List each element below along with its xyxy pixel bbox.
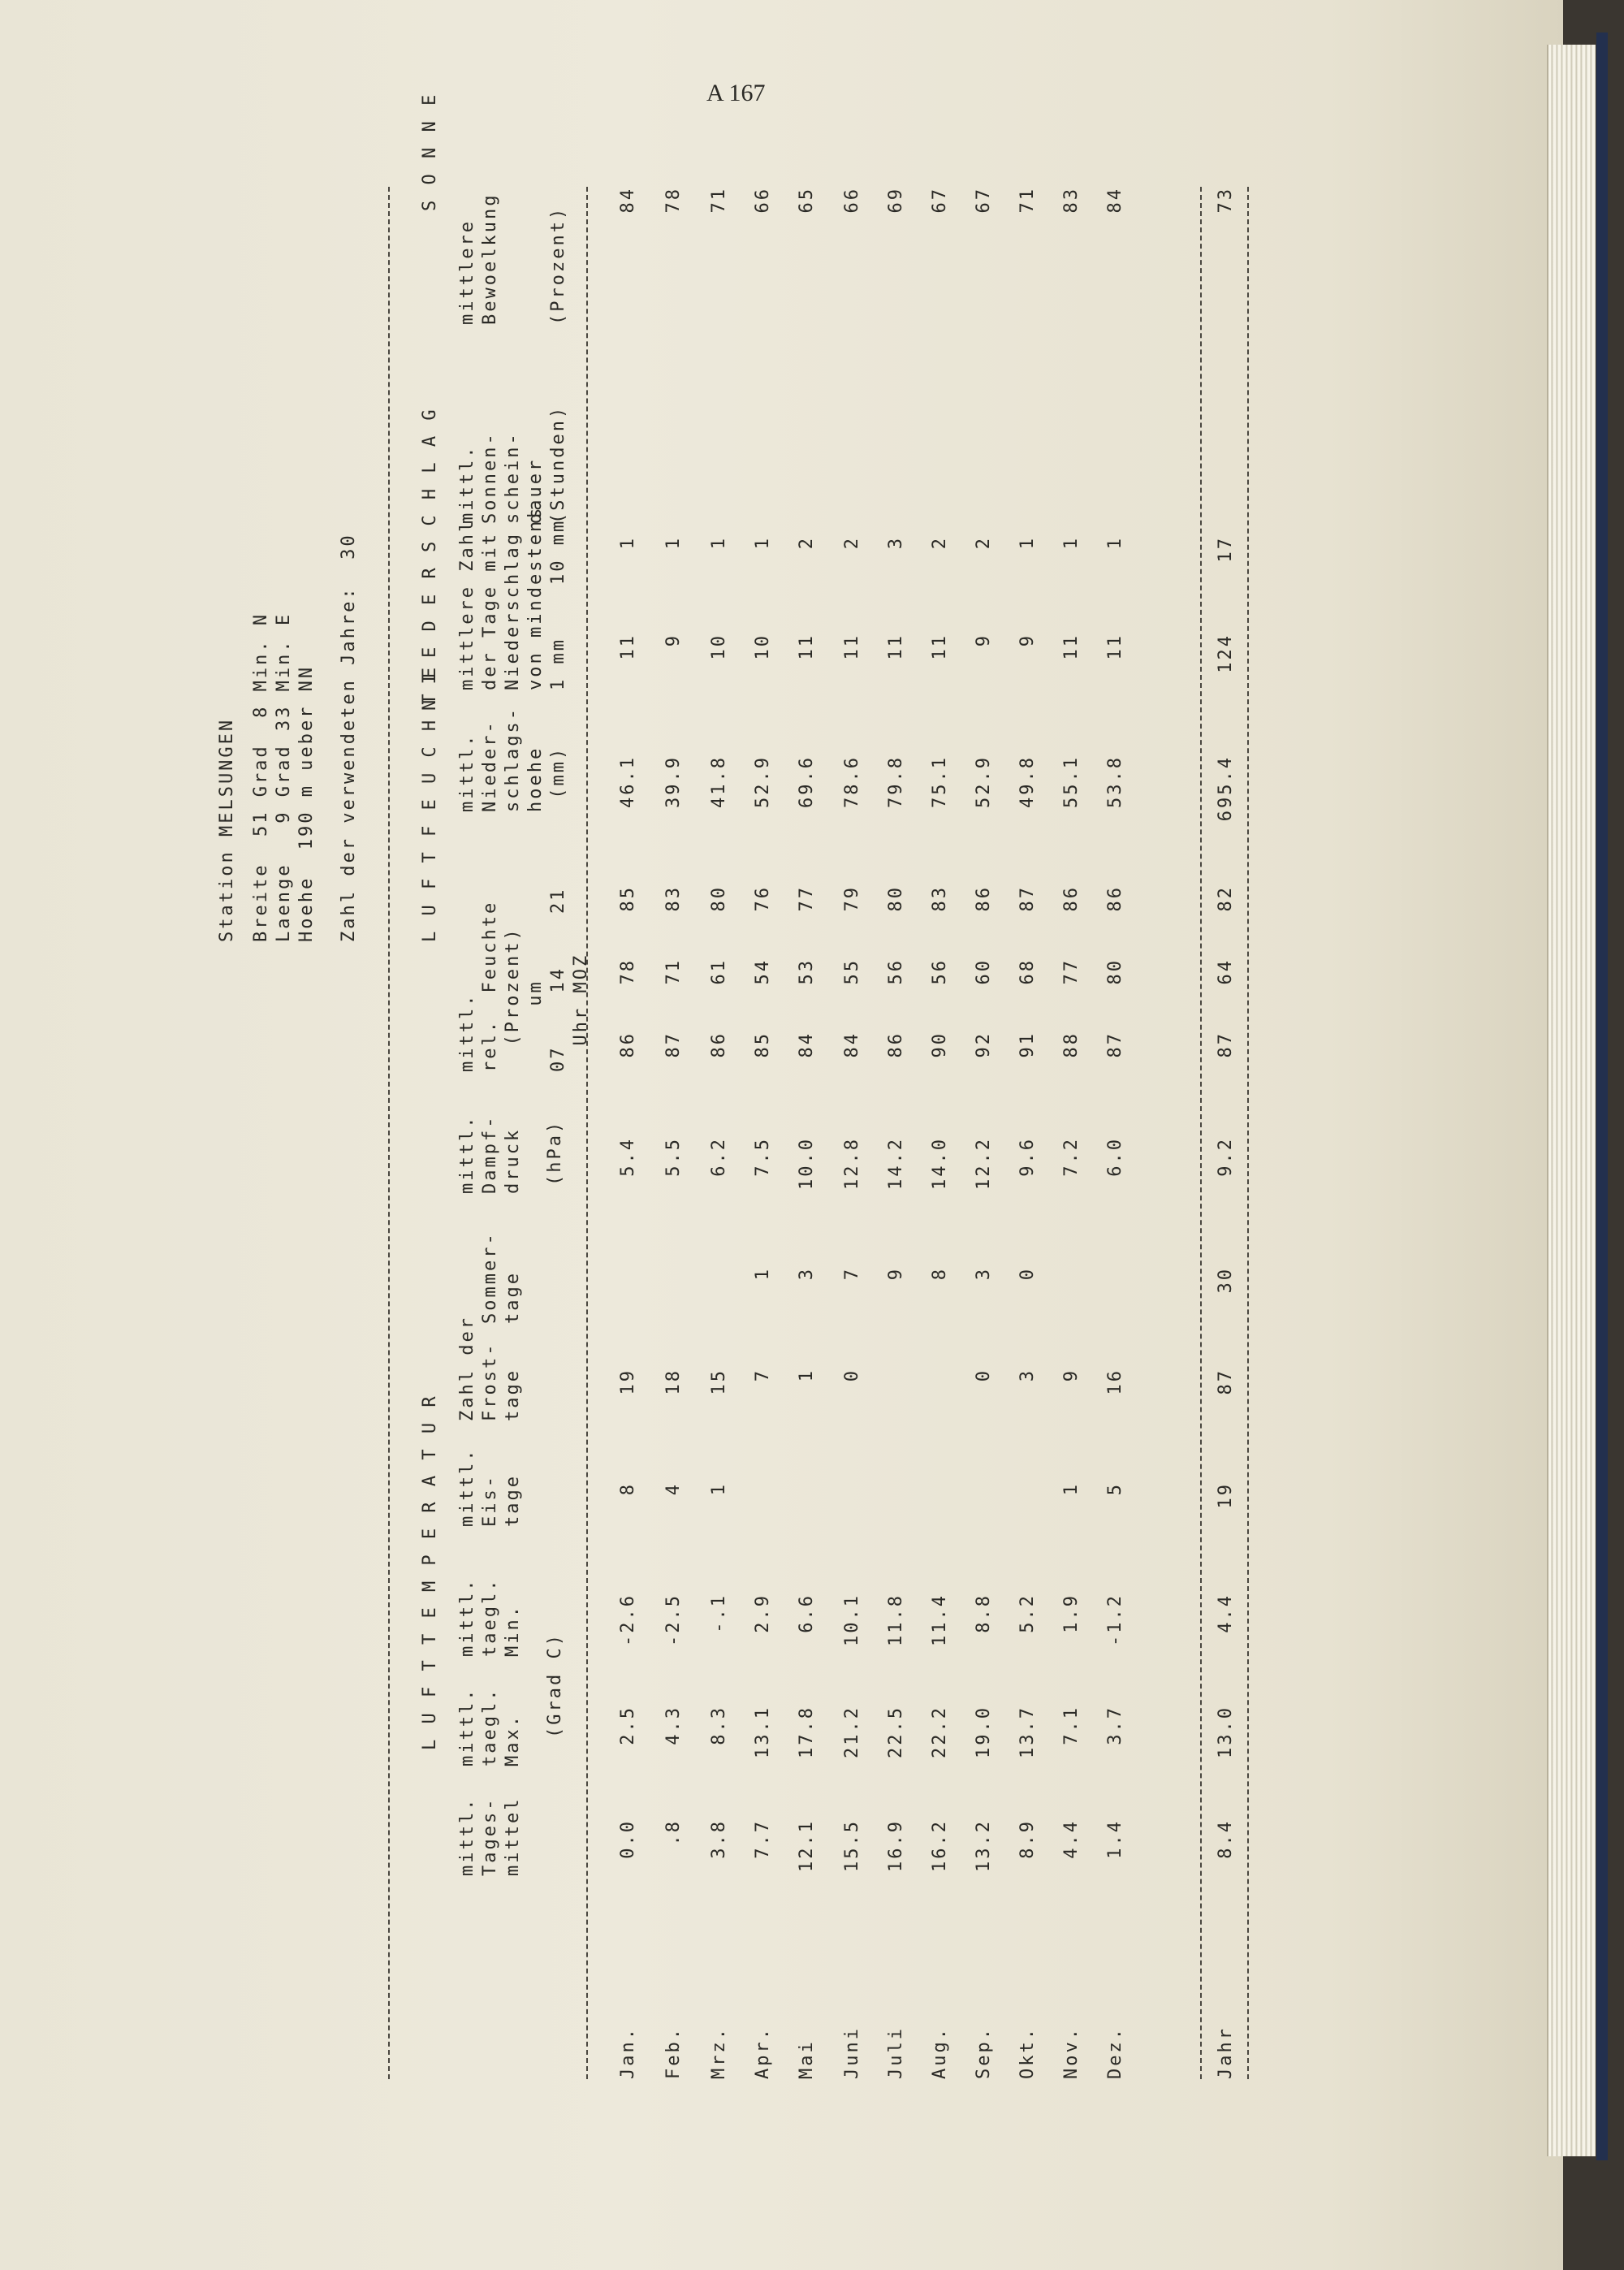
- table-row-year-dampf: 9.2: [1216, 1137, 1236, 1177]
- table-row-11-nied: 55.1: [1061, 755, 1082, 808]
- table-row-7-month: Juli: [886, 2026, 906, 2079]
- table-row-5-f21: 77: [797, 885, 817, 912]
- table-row-9-n1: 9: [974, 633, 994, 647]
- table-row-10-f14: 68: [1017, 958, 1038, 985]
- table-row-10-n10: 1: [1017, 536, 1038, 550]
- table-row-11-n1: 11: [1061, 633, 1082, 660]
- table-row-6-max: 21.2: [842, 1706, 862, 1758]
- table-row-5-f07: 84: [797, 1031, 817, 1058]
- table-row-9-mean: 13.2: [974, 1819, 994, 1872]
- header-frosttage: Frost- tage: [480, 1342, 523, 1421]
- table-row-11-max: 7.1: [1061, 1706, 1082, 1745]
- table-row-6-f07: 84: [842, 1031, 862, 1058]
- table-row-12-wolken: 84: [1105, 187, 1125, 214]
- table-row-7-max: 22.5: [886, 1706, 906, 1758]
- table-row-3-eis: 1: [709, 1482, 729, 1496]
- table-row-year-max: 13.0: [1216, 1706, 1236, 1758]
- table-row-7-f14: 56: [886, 958, 906, 985]
- table-row-4-nied: 52.9: [753, 755, 773, 808]
- table-row-9-min: 8.8: [974, 1593, 994, 1633]
- table-row-3-dampf: 6.2: [709, 1137, 729, 1177]
- table-row-8-min: 11.4: [930, 1593, 950, 1646]
- table-row-3-wolken: 71: [709, 187, 729, 214]
- table-row-3-min: -.1: [709, 1593, 729, 1633]
- header-tage-mit: mittlere Zahl der Tage mit Niederschlag von mindestens 1 mm 10 mm: [457, 505, 568, 690]
- table-row-4-month: Apr.: [753, 2026, 773, 2079]
- table-row-11-eis: 1: [1061, 1482, 1082, 1496]
- table-row-3-max: 8.3: [709, 1706, 729, 1745]
- table-row-7-f21: 80: [886, 885, 906, 912]
- table-row-10-month: Okt.: [1017, 2026, 1038, 2079]
- table-row-11-f14: 77: [1061, 958, 1082, 985]
- group-sonne: S O N N E: [420, 92, 440, 211]
- station-title: Station MELSUNGEN: [217, 717, 237, 942]
- table-row-10-frost: 3: [1017, 1368, 1038, 1382]
- table-row-8-f14: 56: [930, 958, 950, 985]
- table-row-6-n10: 2: [842, 536, 862, 550]
- rotated-climate-table: [195, 0, 1332, 2079]
- table-row-12-f21: 86: [1105, 885, 1125, 912]
- table-row-year-min: 4.4: [1216, 1593, 1236, 1633]
- table-row-7-mean: 16.9: [886, 1819, 906, 1872]
- table-row-11-dampf: 7.2: [1061, 1137, 1082, 1177]
- table-row-11-wolken: 83: [1061, 187, 1082, 214]
- table-row-11-f07: 88: [1061, 1031, 1082, 1058]
- table-row-6-nied: 78.6: [842, 755, 862, 808]
- table-row-7-n1: 11: [886, 633, 906, 660]
- table-row-5-wolken: 65: [797, 187, 817, 214]
- header-max: mittl. taegl. Max.: [457, 1687, 523, 1766]
- table-row-9-month: Sep.: [974, 2026, 994, 2079]
- table-row-5-f14: 53: [797, 958, 817, 985]
- table-row-10-wolken: 71: [1017, 187, 1038, 214]
- table-row-5-frost: 1: [797, 1368, 817, 1382]
- table-row-1-f14: 78: [618, 958, 638, 985]
- table-row-10-n1: 9: [1017, 633, 1038, 647]
- table-row-5-month: Mai: [797, 2039, 817, 2079]
- table-row-12-mean: 1.4: [1105, 1819, 1125, 1859]
- table-row-3-n10: 1: [709, 536, 729, 550]
- table-row-9-n10: 2: [974, 536, 994, 550]
- table-row-3-f14: 61: [709, 958, 729, 985]
- header-tagesmittel: mittl. Tages- mittel: [457, 1797, 523, 1876]
- table-row-4-f14: 54: [753, 958, 773, 985]
- table-row-6-f14: 55: [842, 958, 862, 985]
- table-row-9-frost: 0: [974, 1368, 994, 1382]
- table-row-8-month: Aug.: [930, 2026, 950, 2079]
- table-row-year-sommer: 30: [1216, 1267, 1236, 1294]
- table-row-year-n10: 17: [1216, 536, 1236, 563]
- table-row-12-nied: 53.8: [1105, 755, 1125, 808]
- table-row-4-dampf: 7.5: [753, 1137, 773, 1177]
- header-min: mittl. taegl. Min.: [457, 1577, 523, 1657]
- table-row-year-f07: 87: [1216, 1031, 1236, 1058]
- table-row-3-f07: 86: [709, 1031, 729, 1058]
- table-row-year-nied: 695.4: [1216, 755, 1236, 822]
- table-row-11-f21: 86: [1061, 885, 1082, 912]
- header-hpa: (hPa): [545, 1119, 565, 1186]
- table-row-5-max: 17.8: [797, 1706, 817, 1758]
- table-row-8-mean: 16.2: [930, 1819, 950, 1872]
- table-row-9-dampf: 12.2: [974, 1137, 994, 1190]
- station-years: Zahl der verwendeten Jahre: 30: [339, 533, 359, 942]
- table-row-2-month: Feb.: [663, 2026, 684, 2079]
- table-row-4-f21: 76: [753, 885, 773, 912]
- table-row-9-sommer: 3: [974, 1267, 994, 1281]
- table-row-3-month: Mrz.: [709, 2026, 729, 2079]
- table-row-6-sommer: 7: [842, 1267, 862, 1281]
- table-row-7-f07: 86: [886, 1031, 906, 1058]
- table-row-2-f14: 71: [663, 958, 684, 985]
- table-row-7-wolken: 69: [886, 187, 906, 214]
- header-rule-top: [388, 187, 390, 2079]
- table-row-10-dampf: 9.6: [1017, 1137, 1038, 1177]
- table-row-12-f14: 80: [1105, 958, 1125, 985]
- table-row-year-frost: 87: [1216, 1368, 1236, 1395]
- table-row-5-dampf: 10.0: [797, 1137, 817, 1190]
- table-row-4-max: 13.1: [753, 1706, 773, 1758]
- header-zahl-der: Zahl der: [457, 1316, 477, 1421]
- table-row-2-max: 4.3: [663, 1706, 684, 1745]
- header-feuchte: mittl. rel. Feuchte (Prozent) um 07 14 21 Uhr MOZ: [457, 887, 591, 1072]
- table-row-11-n10: 1: [1061, 536, 1082, 550]
- station-elevation: Hoehe 190 m ueber NN: [296, 664, 317, 942]
- table-row-year-eis: 19: [1216, 1482, 1236, 1509]
- table-row-10-mean: 8.9: [1017, 1819, 1038, 1859]
- table-row-10-max: 13.7: [1017, 1706, 1038, 1758]
- table-row-1-nied: 46.1: [618, 755, 638, 808]
- table-row-10-sommer: 0: [1017, 1267, 1038, 1281]
- table-row-1-month: Jan.: [618, 2026, 638, 2079]
- header-gradc: (Grad C): [545, 1632, 565, 1738]
- table-row-3-n1: 10: [709, 633, 729, 660]
- table-row-3-nied: 41.8: [709, 755, 729, 808]
- table-row-12-dampf: 6.0: [1105, 1137, 1125, 1177]
- table-row-9-f21: 86: [974, 885, 994, 912]
- page-number: A 167: [706, 80, 766, 106]
- table-row-10-min: 5.2: [1017, 1593, 1038, 1633]
- table-row-1-eis: 8: [618, 1482, 638, 1496]
- table-row-11-month: Nov.: [1061, 2026, 1082, 2079]
- table-row-1-mean: 0.0: [618, 1819, 638, 1859]
- table-row-4-f07: 85: [753, 1031, 773, 1058]
- table-row-2-wolken: 78: [663, 187, 684, 214]
- table-row-7-nied: 79.8: [886, 755, 906, 808]
- table-row-5-mean: 12.1: [797, 1819, 817, 1872]
- table-row-9-f14: 60: [974, 958, 994, 985]
- table-row-11-min: 1.9: [1061, 1593, 1082, 1633]
- table-row-8-n1: 11: [930, 633, 950, 660]
- table-row-year-n1: 124: [1216, 633, 1236, 673]
- table-row-2-min: -2.5: [663, 1593, 684, 1646]
- table-row-11-frost: 9: [1061, 1368, 1082, 1382]
- table-row-12-frost: 16: [1105, 1368, 1125, 1395]
- table-row-6-dampf: 12.8: [842, 1137, 862, 1190]
- table-row-6-frost: 0: [842, 1368, 862, 1382]
- header-dampfdruck: mittl. Dampf- druck: [457, 1114, 523, 1194]
- table-row-4-wolken: 66: [753, 187, 773, 214]
- table-row-2-nied: 39.9: [663, 755, 684, 808]
- group-lufttemperatur: L U F T T E M P E R A T U R: [420, 1394, 440, 1750]
- table-row-1-n1: 11: [618, 633, 638, 660]
- table-row-9-nied: 52.9: [974, 755, 994, 808]
- table-row-6-f21: 79: [842, 885, 862, 912]
- table-row-1-wolken: 84: [618, 187, 638, 214]
- table-row-9-wolken: 67: [974, 187, 994, 214]
- table-row-12-f07: 87: [1105, 1031, 1125, 1058]
- table-row-4-n1: 10: [753, 633, 773, 660]
- table-row-3-f21: 80: [709, 885, 729, 912]
- table-row-8-f07: 90: [930, 1031, 950, 1058]
- table-row-5-n1: 11: [797, 633, 817, 660]
- table-row-year-mean: 8.4: [1216, 1819, 1236, 1859]
- table-row-6-min: 10.1: [842, 1593, 862, 1646]
- table-row-1-dampf: 5.4: [618, 1137, 638, 1177]
- table-row-9-max: 19.0: [974, 1706, 994, 1758]
- header-sommertage: Sommer- tage: [480, 1231, 523, 1324]
- table-row-12-n1: 11: [1105, 633, 1125, 660]
- table-row-9-f07: 92: [974, 1031, 994, 1058]
- group-niederschlag: N I E D E R S C H L A G: [420, 407, 440, 711]
- body-rule-top: [1200, 187, 1202, 2079]
- book-cover-edge: [1596, 32, 1608, 2160]
- page-stack-edges: [1547, 45, 1596, 2156]
- group-luftfeuchte: L U F T F E U C H T E: [420, 664, 440, 942]
- table-row-4-min: 2.9: [753, 1593, 773, 1633]
- table-row-2-f21: 83: [663, 885, 684, 912]
- table-row-1-max: 2.5: [618, 1706, 638, 1745]
- table-row-year-f21: 82: [1216, 885, 1236, 912]
- table-row-6-month: Juni: [842, 2026, 862, 2079]
- table-row-7-dampf: 14.2: [886, 1137, 906, 1190]
- table-row-8-f21: 83: [930, 885, 950, 912]
- table-row-5-n10: 2: [797, 536, 817, 550]
- table-row-12-max: 3.7: [1105, 1706, 1125, 1745]
- table-row-8-sommer: 8: [930, 1267, 950, 1281]
- table-row-8-dampf: 14.0: [930, 1137, 950, 1190]
- table-row-2-n1: 9: [663, 633, 684, 647]
- table-row-4-mean: 7.7: [753, 1819, 773, 1859]
- table-row-8-wolken: 67: [930, 187, 950, 214]
- table-row-3-mean: 3.8: [709, 1819, 729, 1859]
- table-row-10-nied: 49.8: [1017, 755, 1038, 808]
- table-row-2-frost: 18: [663, 1368, 684, 1395]
- header-sonnenschein: mittl. Sonnen- schein- dauer (Stunden): [457, 404, 568, 524]
- table-row-1-min: -2.6: [618, 1593, 638, 1646]
- table-row-1-n10: 1: [618, 536, 638, 550]
- header-niederschlagshoehe: mittl. Nieder- schlags- hoehe (mm): [457, 707, 568, 812]
- table-row-8-n10: 2: [930, 536, 950, 550]
- table-row-12-n10: 1: [1105, 536, 1125, 550]
- body-rule-bottom: [1247, 187, 1249, 2079]
- table-row-6-n1: 11: [842, 633, 862, 660]
- table-row-year-wolken: 73: [1216, 187, 1236, 214]
- table-row-2-n10: 1: [663, 536, 684, 550]
- table-row-1-f21: 85: [618, 885, 638, 912]
- table-row-1-f07: 86: [618, 1031, 638, 1058]
- table-row-2-dampf: 5.5: [663, 1137, 684, 1177]
- table-row-2-f07: 87: [663, 1031, 684, 1058]
- table-row-8-max: 22.2: [930, 1706, 950, 1758]
- table-row-12-month: Dez.: [1105, 2026, 1125, 2079]
- table-row-year-f14: 64: [1216, 958, 1236, 985]
- header-eistage: mittl. Eis- tage: [457, 1447, 523, 1527]
- table-row-year-month: Jahr: [1216, 2026, 1236, 2079]
- table-row-4-sommer: 1: [753, 1267, 773, 1281]
- table-row-4-n10: 1: [753, 536, 773, 550]
- station-latitude: Breite 51 Grad 8 Min. N: [251, 612, 271, 942]
- table-row-8-nied: 75.1: [930, 755, 950, 808]
- table-row-10-f07: 91: [1017, 1031, 1038, 1058]
- table-row-5-min: 6.6: [797, 1593, 817, 1633]
- station-longitude: Laenge 9 Grad 33 Min. E: [274, 612, 294, 942]
- table-row-11-mean: 4.4: [1061, 1819, 1082, 1859]
- table-row-2-mean: .8: [663, 1819, 684, 1846]
- table-row-5-nied: 69.6: [797, 755, 817, 808]
- table-row-5-sommer: 3: [797, 1267, 817, 1281]
- table-row-7-min: 11.8: [886, 1593, 906, 1646]
- table-row-10-f21: 87: [1017, 885, 1038, 912]
- table-row-4-frost: 7: [753, 1368, 773, 1382]
- table-row-7-n10: 3: [886, 536, 906, 550]
- table-row-6-wolken: 66: [842, 187, 862, 214]
- table-row-2-eis: 4: [663, 1482, 684, 1496]
- table-row-1-frost: 19: [618, 1368, 638, 1395]
- table-row-12-eis: 5: [1105, 1482, 1125, 1496]
- header-bewoelkung: mittlere Bewoelkung (Prozent): [457, 192, 568, 325]
- table-row-7-sommer: 9: [886, 1267, 906, 1281]
- table-row-6-mean: 15.5: [842, 1819, 862, 1872]
- header-rule-bottom: [586, 187, 588, 2079]
- table-row-12-min: -1.2: [1105, 1593, 1125, 1646]
- table-row-3-frost: 15: [709, 1368, 729, 1395]
